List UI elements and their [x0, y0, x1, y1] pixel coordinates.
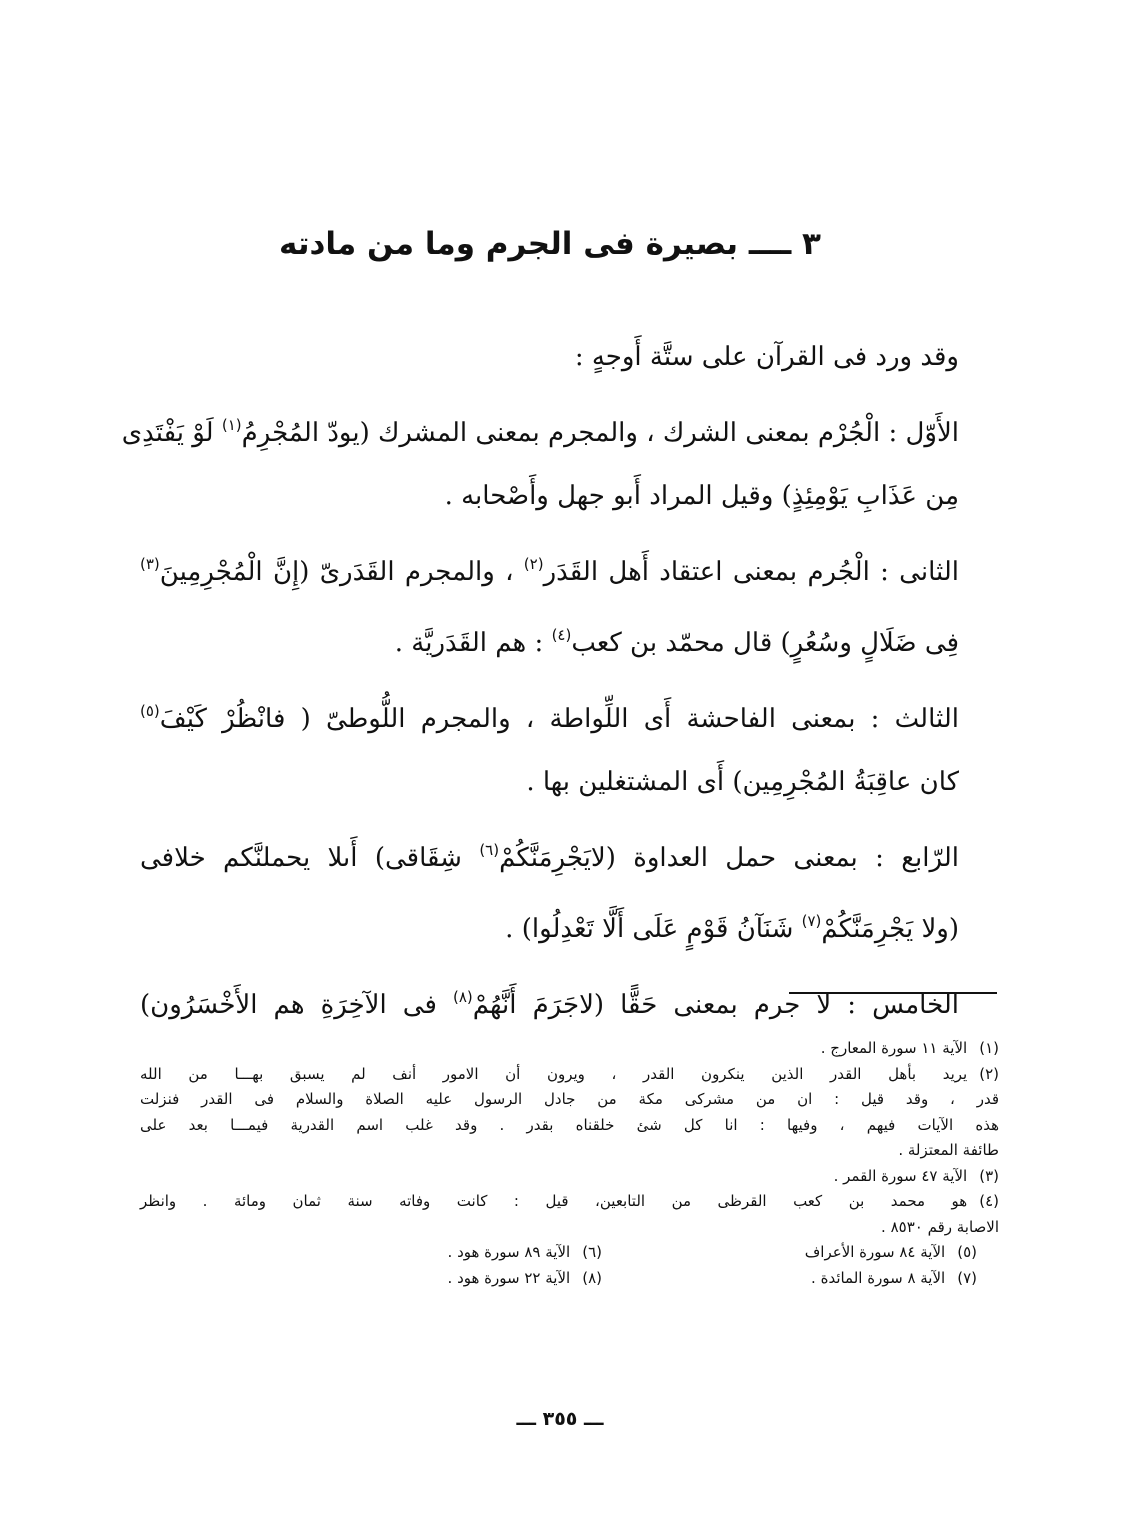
- paragraph-1-line-2: مِن عَذَابِ يَوْمِئِذٍ) وقيل المراد أَبو جهل وأَصْحابه .: [444, 481, 959, 511]
- paragraph-2-line-1: الثانى : الْجُرم بمعنى اعتقاد أَهل القَدَر$^{(٢)}$ ، والمجرم القَدَرىّ (إِنَّ الْمُجْرِمِينَ$^{(٣)}$: [140, 554, 959, 587]
- footnote-ref-5: (٥): [140, 701, 160, 720]
- section-title: ٣ ــــ بصيرة فى الجرم وما من مادته: [279, 226, 821, 262]
- footnote-ref-7: (٧): [801, 912, 822, 930]
- footnote-ref-1: (١): [221, 415, 242, 434]
- footnote-ref-2: (٢): [523, 554, 544, 573]
- main-text: [121, 326, 959, 1037]
- paragraph-3-line-1: الثالث : بمعنى الفاحشة أَى اللِّواطة ، والمجرم اللُّوطىّ ( فانْظُرْ كَيْفَ$^{(٥)}$: [140, 701, 959, 734]
- footnotes: [140, 1036, 999, 1291]
- footnote-ref-6: (٦): [479, 840, 500, 859]
- footnote-5: (٥)الآية ٨٤ سورة الأعراف: [804, 1243, 977, 1261]
- footnote-2-line-2: قدر ، وقد قيل : ان من مشركى مكة من جادل الرسول عليه الصلاة والسلام فى القدر فنزلت: [140, 1090, 999, 1108]
- footnote-ref-3: (٣): [140, 554, 160, 573]
- page-number: ـــ ٣٥٥ ـــ: [516, 1408, 604, 1430]
- footnote-3: (٣)الآية ٤٧ سورة القمر .: [833, 1166, 999, 1185]
- footnote-4-line-2: الاصابة رقم ٨٥٣٠ .: [881, 1217, 999, 1236]
- footnote-4-line-1: (٤)هو محمد بن كعب القرظى من التابعين، قيل : كانت وفاته سنة ثمان ومائة . وانظر: [140, 1192, 999, 1210]
- intro-line: وقد ورد فى القرآن على ستَّة أَوجهٍ :: [574, 342, 959, 372]
- paragraph-3-line-2: كان عاقِبَةُ المُجْرِمِين) أَى المشتغلين بها .: [526, 767, 959, 797]
- footnote-8: (٨)الآية ٢٢ سورة هود .: [447, 1268, 602, 1287]
- paragraph-4-line-1: الرّابع : بمعنى حمل العداوة (لايَجْرِمَنَّكُمْ$^{(٦)}$ شِقَاقى) أَىلا يحملنَّكم خلافى: [140, 840, 959, 873]
- footnote-2-line-4: طائفة المعتزلة .: [898, 1141, 999, 1159]
- footnote-2-line-3: هذه الآيات فيهم ، وفيها : انا كل شئ خلقناه بقدر . وقد غلب اسم القدرية فيمـــا بعد على: [140, 1115, 999, 1134]
- footnote-2-line-1: (٢)يريد بأهل القدر الذين ينكرون القدر ، ويرون أن الامور أنف لم يسبق بهـــا من الله: [140, 1064, 999, 1083]
- paragraph-2-line-2: فِى ضَلَالٍ وسُعُرٍ) قال محمّد بن كعب$^{(٤)}$ : هم القَدَريَّة .: [394, 626, 959, 658]
- footnote-ref-4: (٤): [551, 626, 572, 644]
- footnote-6: (٦)الآية ٨٩ سورة هود .: [447, 1243, 602, 1261]
- footnote-row-7-8: [140, 1266, 999, 1292]
- paragraph-4-line-2: (ولا يَجْرِمَنَّكُمْ$^{(٧)}$ شَنَآنُ قَوْمٍ عَلَى أَلَّا تَعْدِلُوا) .: [505, 912, 959, 944]
- footnote-row-5-6: [140, 1240, 999, 1266]
- paragraph-5-line-1: الخامس : لا جرم بمعنى حَقًّا (لاجَرَمَ أَنَّهُمْ$^{(٨)}$ فى الآخِرَةِ هم الأَخْسَرُون): [140, 987, 959, 1020]
- paragraph-1-line-1: الأَوّل : الْجُرْم بمعنى الشرك ، والمجرم بمعنى المشرك (يودّ المُجْرِمُ$^{(١)}$ لَوْ يَفْتَدِى: [121, 415, 959, 448]
- footnote-7: (٧)الآية ٨ سورة المائدة .: [811, 1268, 977, 1287]
- footnote-ref-8: (٨): [452, 987, 473, 1006]
- footnote-separator: [789, 992, 997, 994]
- footnote-1: (١)الآية ١١ سورة المعارج .: [820, 1039, 999, 1057]
